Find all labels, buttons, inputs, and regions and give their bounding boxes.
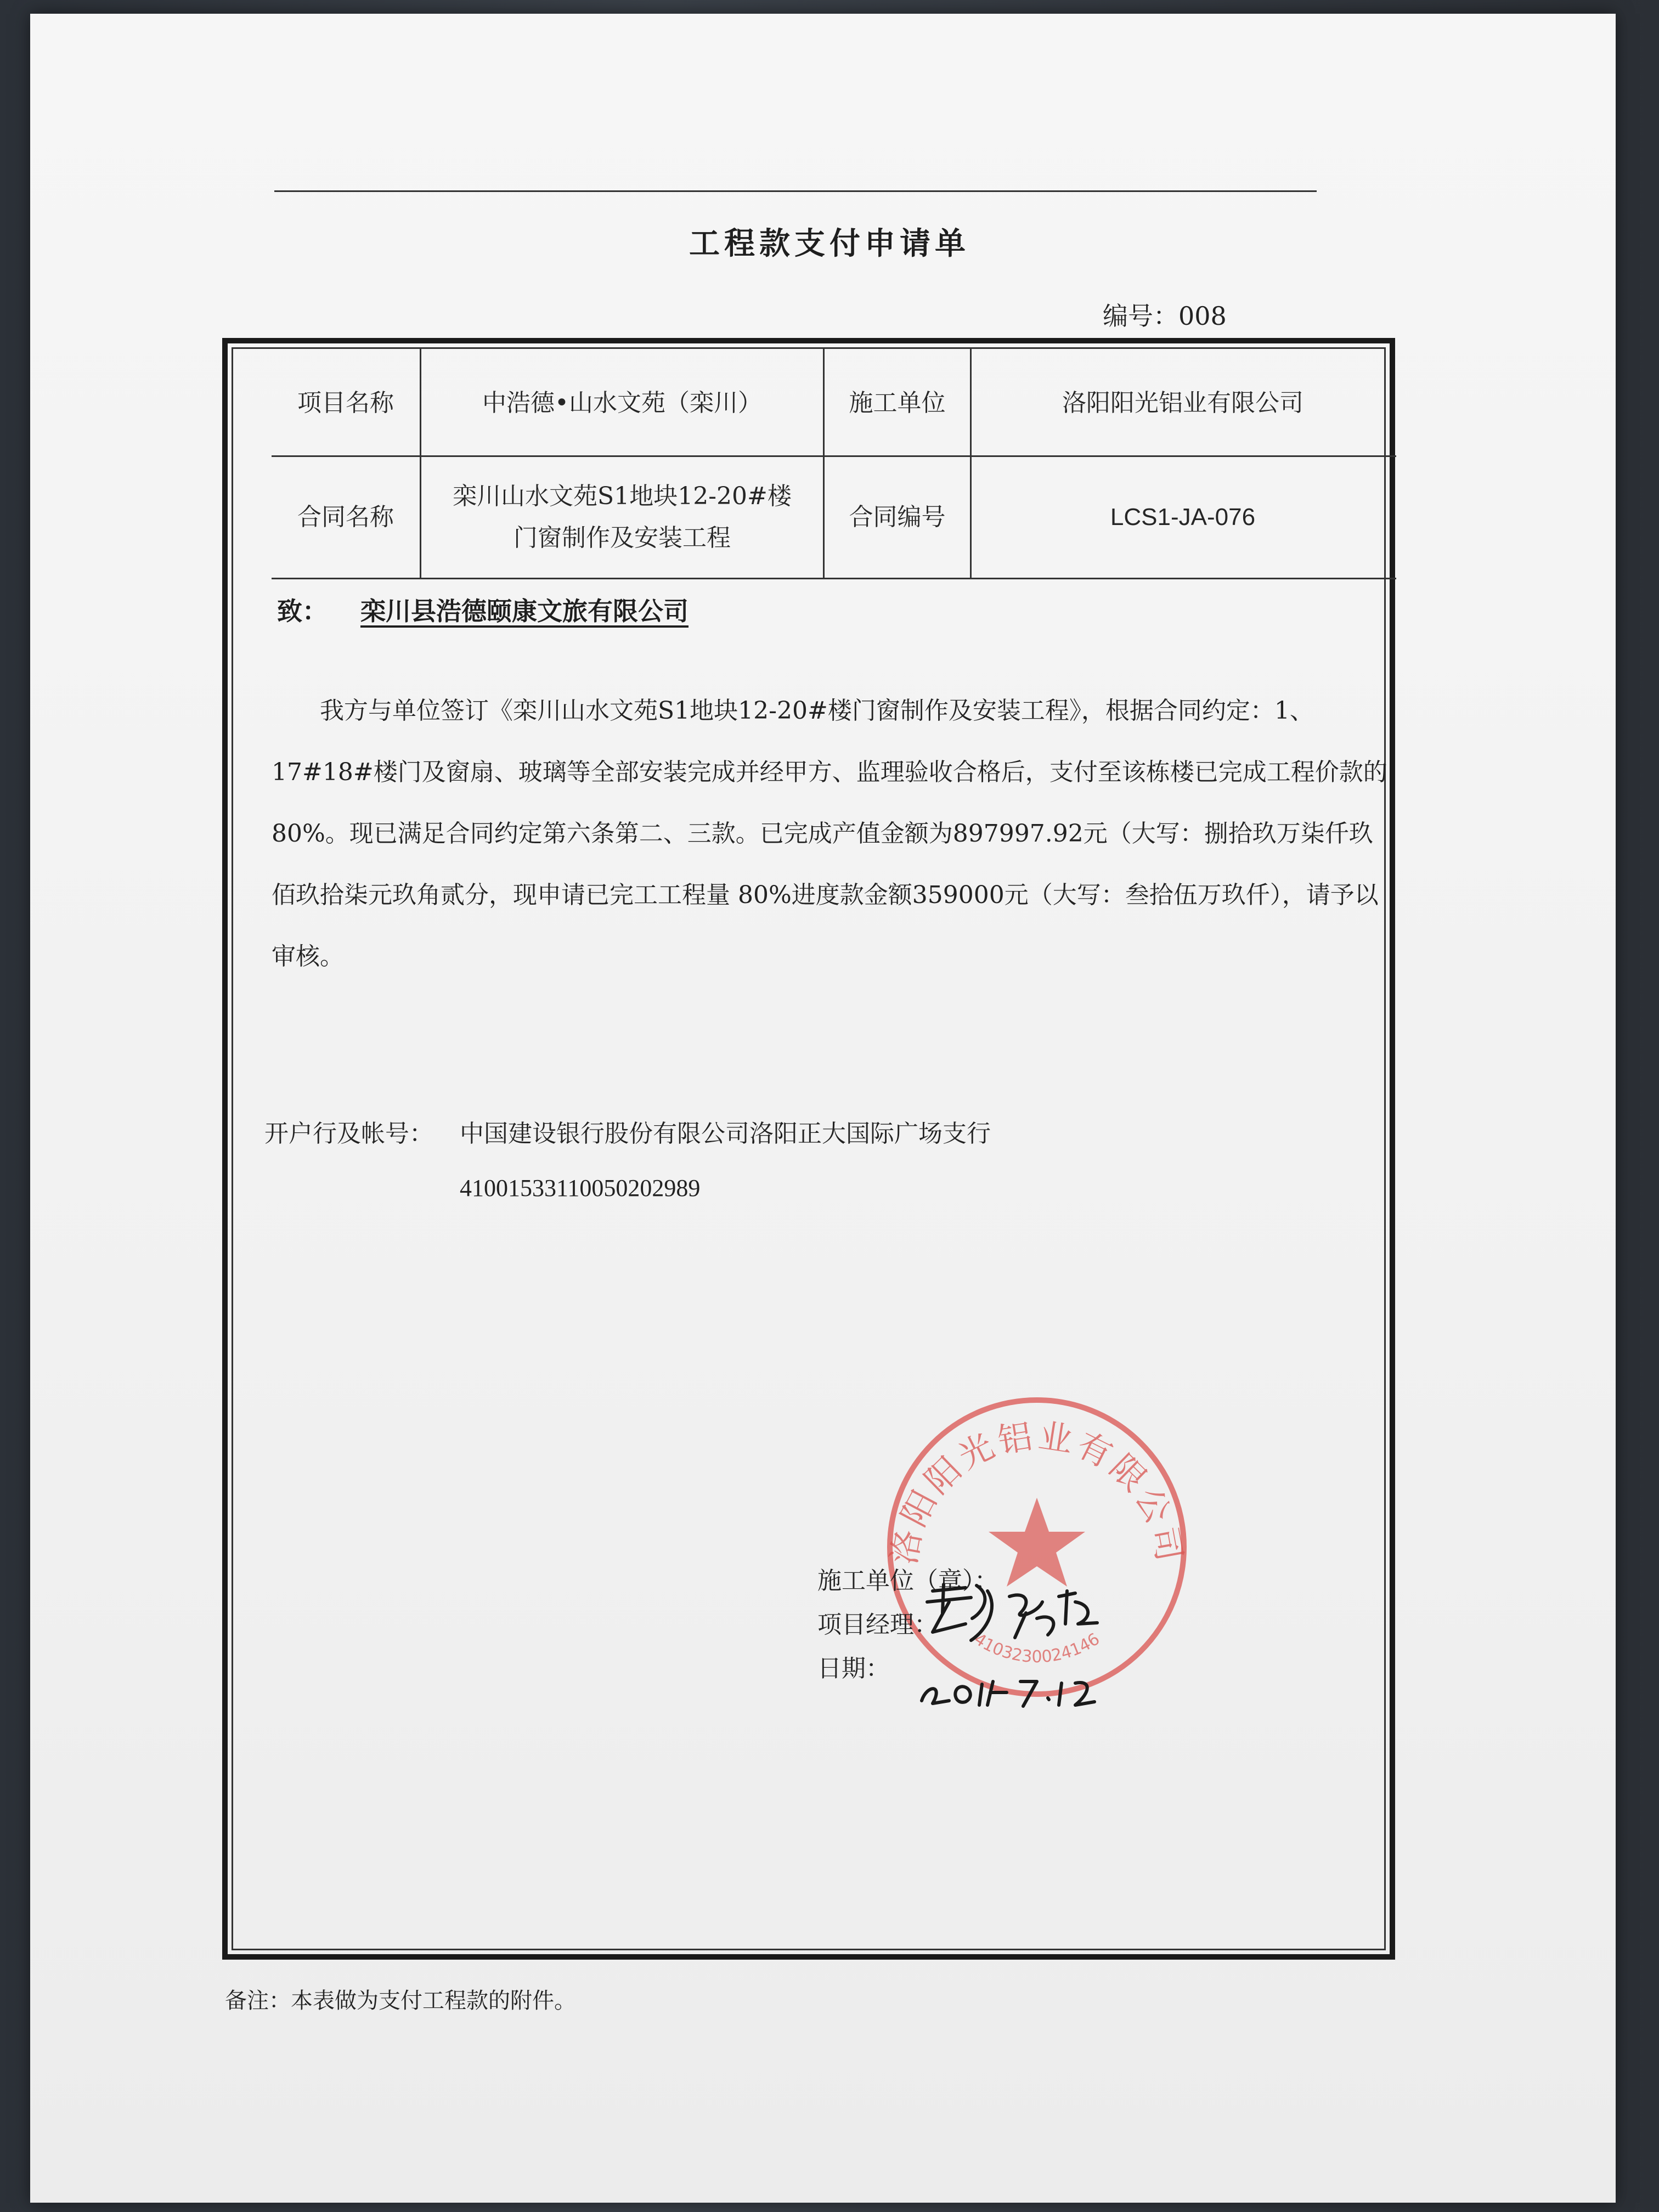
project-name-value: 中浩德•山水文苑（栾川） xyxy=(482,389,762,417)
document-title: 工程款支付申请单 xyxy=(689,225,970,262)
table-bottom-line xyxy=(272,578,1396,579)
contract-no-label: 合同编号 xyxy=(849,503,946,531)
contract-name-value xyxy=(421,457,823,578)
contract-no-value: LCS1-JA-076 xyxy=(1110,504,1256,531)
addressee-name: 栾川县浩德颐康文旅有限公司 xyxy=(360,596,689,626)
contract-name-line1: 栾川山水文苑S1地块12-20#楼 xyxy=(453,482,792,510)
remark-note: 备注：本表做为支付工程款的附件。 xyxy=(225,1988,576,2013)
seal-number: 4103230024146 xyxy=(970,1629,1103,1667)
project-name-label: 项目名称 xyxy=(297,389,394,417)
bank-name: 中国建设银行股份有限公司洛阳正大国际广场支行 xyxy=(460,1120,991,1148)
seal-text: 洛阳阳光铝业有限公司 xyxy=(883,1415,1190,1567)
contract-name-line2: 门窗制作及安装工程 xyxy=(514,524,731,552)
contractor-value: 洛阳阳光铝业有限公司 xyxy=(1062,389,1304,417)
top-rule xyxy=(274,190,1317,192)
bank-account: 41001533110050202989 xyxy=(460,1175,701,1201)
to-label: 致： xyxy=(277,596,328,626)
contractor-label: 施工单位 xyxy=(849,389,946,417)
form-frame-inner xyxy=(232,347,1386,1950)
sign-unit-label: 施工单位（章）： xyxy=(817,1567,998,1595)
sign-date-label: 日期： xyxy=(817,1655,890,1683)
serial-number: 编号：008 xyxy=(1103,301,1227,331)
request-body: 我方与单位签订《栾川山水文苑S1地块12-20#楼门窗制作及安装工程》，根据合同约定：1、17#18#楼门及窗扇、玻璃等全部安装完成并经甲方、监理验收合格后，支付至该栋楼已完成工程价款的80%。现已满足合同约定第六条第二、三款。已完成产值金额为897997.92元（大写：捌拾玖万柒仟玖佰玖拾柒元玖角贰分，现申请已完工工程量 80%进度款金额359000元（大写：叁拾伍万玖仟），请予以审核。 xyxy=(272,697,1387,970)
sign-manager-label: 项目经理： xyxy=(817,1611,938,1639)
handwritten-signature xyxy=(911,1580,1108,1712)
addressee-line xyxy=(277,591,689,628)
contract-name-label: 合同名称 xyxy=(297,503,394,531)
bank-label: 开户行及帐号： xyxy=(264,1120,433,1148)
